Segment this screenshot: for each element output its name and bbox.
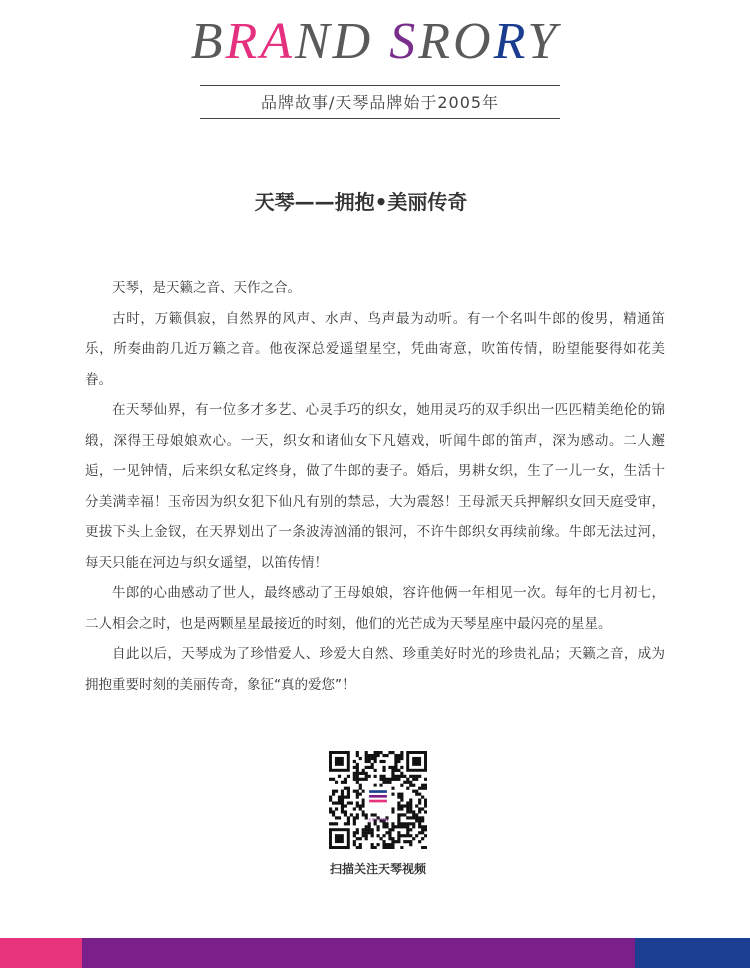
qr-logo-stripe	[369, 800, 387, 803]
story-paragraph: 自此以后，天琴成为了珍惜爱人、珍爱大自然、珍重美好时光的珍贵礼品；天籁之音，成为拥抱重要时刻的美丽传奇，象征“真的爱您”！	[85, 646, 665, 693]
qr-caption: 扫描关注天琴视频	[329, 862, 426, 876]
qr-code[interactable]	[329, 751, 427, 849]
footer-band-purple	[82, 938, 635, 968]
title-top-rule	[200, 85, 560, 86]
qr-logo-stripe	[369, 790, 387, 793]
story-paragraph: 古时，万籁俱寂，自然界的风声、水声、鸟声最为动听。有一个名叫牛郎的俊男，精通笛乐，所奏曲韵几近万籁之音。他夜深总爱遥望星空，凭曲寄意，吹笛传情，盼望能娶得如花美眷。	[85, 310, 665, 388]
story-body	[85, 273, 665, 700]
qr-logo-stripe	[369, 795, 387, 798]
story-paragraph: 天琴，是天籁之音、天作之合。	[112, 280, 301, 296]
brand-subtitle: 品牌故事/天琴品牌始于2005年	[260, 93, 500, 112]
story-heading: 天琴——拥抱•美丽传奇	[254, 190, 468, 214]
story-paragraph: 在天琴仙界，有一位多才多艺、心灵手巧的织女，她用灵巧的双手织出一匹匹精美绝伦的锦缎，深得王母娘娘欢心。一天，织女和诸仙女下凡嬉戏，听闻牛郎的笛声，深为感动。二人邂逅，一见钟情，后来织女私定终身，做了牛郎的妻子。婚后，男耕女织，生了一儿一女，生活十分美满幸福！玉帝因为织女犯下仙凡有别的禁忌，大为震怒！王母派天兵押解织女回天庭受审，更拔下头上金钗，在天界划出了一条波涛汹涌的银河，不许牛郎织女再续前缘。牛郎无法过河，每天只能在河边与织女遥望，以笛传情！	[85, 402, 665, 571]
story-paragraph: 牛郎的心曲感动了世人，最终感动了王母娘娘，容许他俩一年相见一次。每年的七月初七，二人相会之时，也是两颗星星最接近的时刻，他们的光芒成为天琴星座中最闪亮的星星。	[85, 585, 665, 632]
footer-band-pink	[0, 938, 82, 968]
brand-story-title: BRAND SRORY	[190, 13, 560, 70]
title-bottom-rule	[200, 118, 560, 119]
qr-code-image	[329, 751, 427, 849]
qr-logo-text: 天琴 TISEN	[367, 817, 389, 823]
footer-band-blue	[635, 938, 750, 968]
